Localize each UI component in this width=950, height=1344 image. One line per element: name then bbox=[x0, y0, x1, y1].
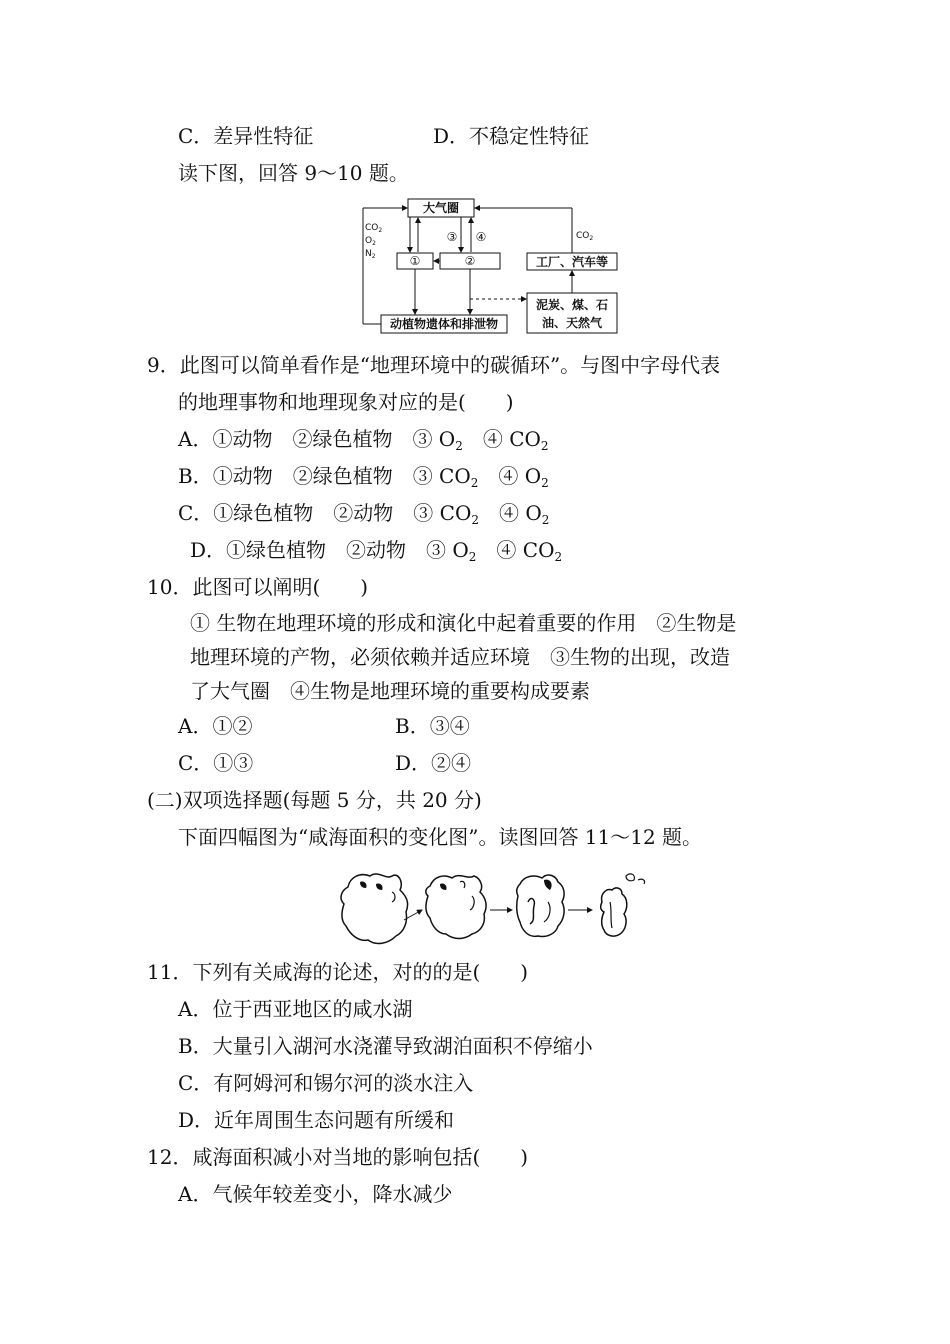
box-1-label: ① bbox=[409, 254, 421, 268]
q11-option-a: A．位于西亚地区的咸水湖 bbox=[178, 997, 413, 1021]
q9-stem-line2: 的地理事物和地理现象对应的是( ) bbox=[178, 390, 514, 414]
section-2-title: (二)双项选择题(每题 5 分，共 20 分) bbox=[147, 788, 482, 812]
q9-option-a: A．①动物 ②绿色植物 ③ $O_2$ ④ $CO_2$ bbox=[178, 427, 549, 453]
q9-option-b: B．①动物 ②绿色植物 ③ $CO_2$ ④ $O_2$ bbox=[178, 464, 549, 490]
q12-stem: 12．咸海面积减小对当地的影响包括( ) bbox=[147, 1145, 529, 1169]
q10-stem: 10．此图可以阐明( ) bbox=[147, 575, 369, 599]
fossil-fuel-label-2: 油、天然气 bbox=[541, 316, 603, 330]
marker-4: ④ bbox=[475, 230, 487, 244]
gas-o2-label: $O_2$ bbox=[365, 236, 376, 247]
q10-body-line1: ① 生物在地理环境的形成和演化中起着重要的作用 ②生物是 bbox=[190, 611, 737, 635]
box-2-label: ② bbox=[464, 254, 476, 268]
q9-stem-line1: 9．此图可以简单看作是“地理环境中的碳循环”。与图中字母代表 bbox=[147, 353, 721, 377]
q11-option-c: C．有阿姆河和锡尔河的淡水注入 bbox=[178, 1071, 474, 1095]
factory-label: 工厂、汽车等 bbox=[535, 255, 609, 269]
intro-q11-q12: 下面四幅图为“咸海面积的变化图”。读图回答 11～12 题。 bbox=[178, 825, 703, 849]
q10-option-a: A．①② bbox=[178, 714, 253, 738]
carbon-cycle-diagram bbox=[355, 195, 630, 340]
q11-stem: 11．下列有关咸海的论述，对的的是( ) bbox=[147, 960, 529, 984]
q11-option-d: D．近年周围生态问题有所缓和 bbox=[178, 1108, 455, 1132]
aral-sea-change-figure bbox=[330, 862, 660, 952]
aral-map-4 bbox=[601, 888, 627, 936]
q8-option-d: D．不稳定性特征 bbox=[433, 124, 590, 148]
marker-3: ③ bbox=[446, 230, 458, 244]
q11-option-b: B．大量引入湖河水浇灌导致湖泊面积不停缩小 bbox=[178, 1034, 593, 1058]
aral-map-2 bbox=[426, 876, 486, 939]
q10-body-line3: 了大气圈 ④生物是地理环境的重要构成要素 bbox=[190, 679, 590, 703]
q12-option-a: A．气候年较差变小，降水减少 bbox=[178, 1182, 453, 1206]
fossil-fuel-label-1: 泥炭、煤、石 bbox=[535, 298, 609, 312]
factory-co2-label: $CO_2$ bbox=[576, 231, 594, 242]
aral-map-3 bbox=[517, 875, 564, 936]
gas-co2-label: $CO_2$ bbox=[365, 223, 383, 234]
atmosphere-label: 大气圈 bbox=[422, 201, 460, 215]
q10-option-d: D．②④ bbox=[395, 751, 472, 775]
remains-label: 动植物遗体和排泄物 bbox=[389, 317, 499, 331]
aral-map-1 bbox=[341, 874, 408, 943]
q8-option-c: C．差异性特征 bbox=[178, 124, 314, 148]
q9-option-c: C．①绿色植物 ②动物 ③ $CO_2$ ④ $O_2$ bbox=[178, 501, 550, 527]
q9-option-d: D．①绿色植物 ②动物 ③ $O_2$ ④ $CO_2$ bbox=[190, 538, 563, 564]
q10-option-c: C．①③ bbox=[178, 751, 254, 775]
q10-option-b: B．③④ bbox=[395, 714, 470, 738]
gas-n2-label: $N_2$ bbox=[365, 249, 376, 260]
q10-body-line2: 地理环境的产物，必须依赖并适应环境 ③生物的出现，改造 bbox=[190, 645, 730, 669]
intro-q9-q10: 读下图，回答 9～10 题。 bbox=[178, 161, 409, 185]
